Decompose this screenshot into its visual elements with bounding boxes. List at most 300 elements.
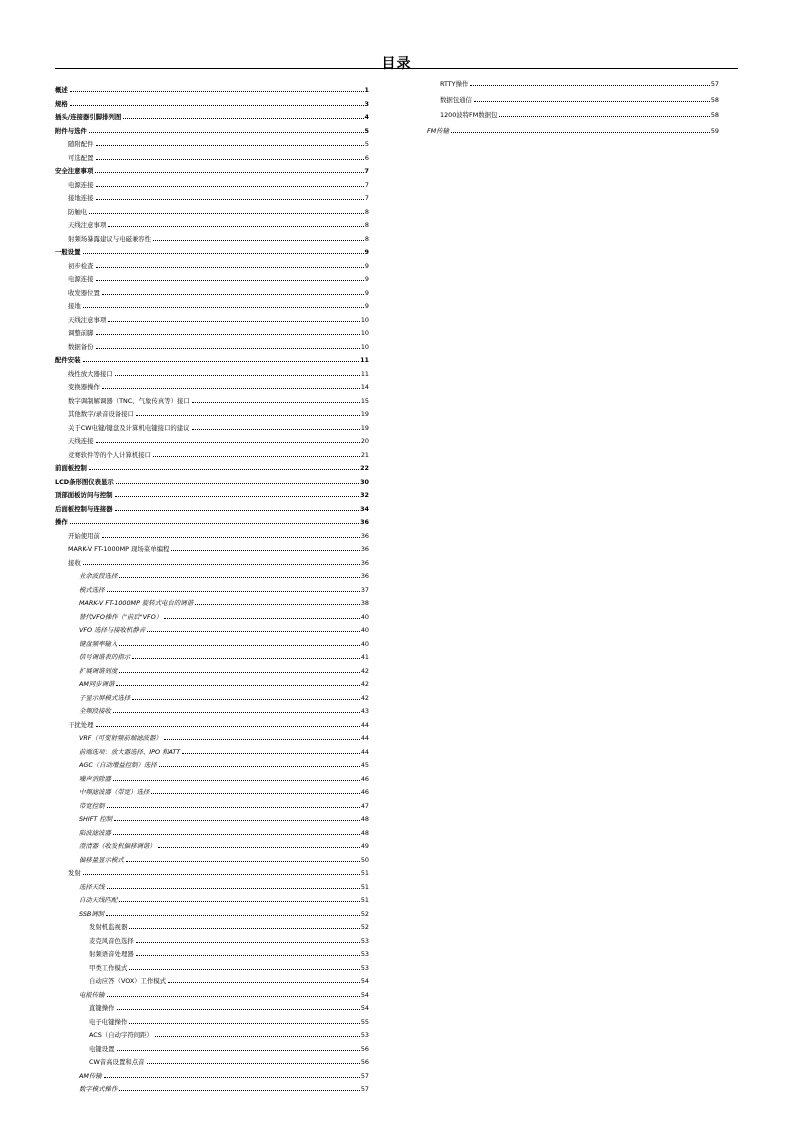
toc-dot-leader bbox=[147, 631, 360, 632]
toc-page-number: 10 bbox=[360, 329, 369, 338]
toc-entry-title: 随附配件 bbox=[68, 140, 94, 149]
toc-dot-leader bbox=[195, 604, 360, 605]
toc-entry[interactable] bbox=[55, 458, 369, 472]
toc-entry[interactable] bbox=[55, 242, 369, 256]
toc-dot-leader bbox=[119, 645, 360, 646]
toc-entry[interactable] bbox=[55, 472, 369, 486]
toc-entry-title: 接收 bbox=[68, 558, 81, 567]
toc-entry-title: 后面板控制与连接器 bbox=[55, 504, 113, 513]
toc-page-number: 1 bbox=[364, 86, 369, 95]
toc-entry[interactable] bbox=[55, 323, 369, 337]
toc-page-number: 53 bbox=[360, 936, 369, 945]
toc-entry[interactable] bbox=[55, 377, 369, 391]
toc-entry-title: 替代VFO操作（"前后"VFO） bbox=[79, 612, 163, 621]
toc-entry[interactable] bbox=[55, 958, 369, 972]
toc-entry[interactable] bbox=[55, 229, 369, 243]
toc-entry[interactable] bbox=[55, 202, 369, 216]
toc-page-number: 20 bbox=[360, 437, 369, 446]
toc-dot-leader bbox=[96, 199, 364, 200]
toc-entry[interactable] bbox=[55, 728, 369, 742]
toc-dot-leader bbox=[164, 618, 360, 619]
toc-entry[interactable] bbox=[55, 1052, 369, 1066]
toc-dot-leader bbox=[451, 132, 710, 133]
toc-entry-title: MARK-V FT-1000MP 旋转式电台的调谐 bbox=[79, 599, 194, 608]
toc-entry-title: 电子电键操作 bbox=[89, 1017, 128, 1026]
toc-dot-leader bbox=[107, 591, 360, 592]
toc-entry[interactable] bbox=[55, 566, 369, 580]
toc-entry-title: RTTY操作 bbox=[440, 80, 469, 89]
toc-entry[interactable] bbox=[55, 931, 369, 945]
toc-entry[interactable] bbox=[55, 1079, 369, 1093]
toc-entry[interactable] bbox=[55, 148, 369, 162]
toc-entry[interactable] bbox=[55, 715, 369, 729]
toc-dot-leader bbox=[70, 523, 359, 524]
toc-entry[interactable] bbox=[55, 580, 369, 594]
toc-entry-title: 数据包通信 bbox=[440, 95, 472, 104]
toc-page-number: 42 bbox=[360, 680, 369, 689]
toc-dot-leader bbox=[168, 982, 360, 983]
toc-page-number: 57 bbox=[710, 80, 719, 89]
toc-dot-leader bbox=[192, 429, 360, 430]
toc-page-number: 8 bbox=[364, 234, 369, 243]
toc-entry-title: 陷波滤波器 bbox=[79, 828, 111, 837]
toc-entry[interactable] bbox=[55, 971, 369, 985]
toc-entry-title: 干扰处理 bbox=[68, 720, 94, 729]
toc-entry[interactable] bbox=[55, 161, 369, 175]
toc-entry-title: 麦克风音色选择 bbox=[89, 936, 134, 945]
toc-entry-title: 扩展调谐刻度 bbox=[79, 666, 118, 675]
toc-dot-leader bbox=[89, 469, 359, 470]
toc-page-number: 37 bbox=[360, 585, 369, 594]
toc-entry[interactable] bbox=[55, 310, 369, 324]
toc-dot-leader bbox=[107, 888, 360, 889]
toc-entry[interactable] bbox=[55, 134, 369, 148]
toc-dot-leader bbox=[107, 996, 360, 997]
toc-page-number: 56 bbox=[360, 1044, 369, 1053]
toc-entry[interactable] bbox=[55, 350, 369, 364]
toc-entry[interactable] bbox=[55, 863, 369, 877]
toc-page-number: 36 bbox=[360, 531, 369, 540]
toc-page-number: 34 bbox=[360, 504, 369, 513]
toc-dot-leader bbox=[153, 240, 364, 241]
toc-dot-leader bbox=[115, 375, 360, 376]
toc-entry[interactable] bbox=[55, 985, 369, 999]
toc-page-number: 46 bbox=[360, 788, 369, 797]
toc-entry-title: 线性放大器接口 bbox=[68, 369, 113, 378]
toc-entry-title: LCD条形图仪表显示 bbox=[55, 477, 114, 486]
toc-entry-title: SHIFT 控制 bbox=[79, 815, 113, 824]
toc-dot-leader bbox=[119, 901, 360, 902]
toc-entry[interactable] bbox=[55, 890, 369, 904]
toc-dot-leader bbox=[116, 483, 359, 484]
toc-dot-leader bbox=[96, 280, 364, 281]
toc-page-number: 8 bbox=[364, 207, 369, 216]
toc-dot-leader bbox=[129, 928, 360, 929]
toc-page-number: 4 bbox=[364, 113, 369, 122]
toc-entry-title: CW音高设置和点音 bbox=[89, 1058, 145, 1067]
toc-page-number: 53 bbox=[360, 1031, 369, 1040]
toc-entry[interactable] bbox=[55, 553, 369, 567]
toc-entry-title: 前面板控制 bbox=[55, 464, 87, 473]
toc-entry-title: 数字调制解调器（TNC、气象传真等）接口 bbox=[68, 396, 190, 405]
toc-dot-leader bbox=[117, 1050, 360, 1051]
toc-page-number: 21 bbox=[360, 450, 369, 459]
toc-entry[interactable] bbox=[55, 215, 369, 229]
toc-page-number: 57 bbox=[360, 1085, 369, 1094]
toc-entry[interactable] bbox=[55, 1025, 369, 1039]
toc-entry-title: 电源连接 bbox=[68, 275, 94, 284]
toc-page-number: 51 bbox=[360, 896, 369, 905]
toc-page-number: 54 bbox=[360, 990, 369, 999]
toc-entry-title: MARK-V FT-1000MP 现场菜单编程 bbox=[68, 545, 170, 554]
toc-dot-leader bbox=[106, 915, 360, 916]
toc-page-number: 42 bbox=[360, 693, 369, 702]
toc-page-number: 58 bbox=[710, 95, 719, 104]
toc-entry[interactable] bbox=[55, 782, 369, 796]
toc-entry[interactable] bbox=[55, 526, 369, 540]
toc-page-number: 43 bbox=[360, 707, 369, 716]
toc-right-column bbox=[427, 72, 719, 134]
toc-entry-title: 直键操作 bbox=[89, 1004, 115, 1013]
toc-dot-leader bbox=[155, 1036, 360, 1037]
toc-entry-title: 带宽控制 bbox=[79, 801, 105, 810]
toc-page-number: 11 bbox=[360, 356, 369, 365]
toc-page-number: 42 bbox=[360, 666, 369, 675]
toc-page-number: 46 bbox=[360, 774, 369, 783]
toc-entry-title: 顶部面板访问与控制 bbox=[55, 491, 113, 500]
toc-entry[interactable] bbox=[55, 742, 369, 756]
toc-entry-title: 竞赛软件等的个人计算机接口 bbox=[68, 450, 152, 459]
toc-entry[interactable] bbox=[55, 917, 369, 931]
toc-dot-leader bbox=[113, 712, 360, 713]
toc-entry-title: 数字模式操作 bbox=[79, 1085, 118, 1094]
toc-page-number: 15 bbox=[360, 396, 369, 405]
toc-entry[interactable] bbox=[55, 107, 369, 121]
page-title: 目录 bbox=[381, 56, 412, 72]
toc-dot-leader bbox=[96, 334, 360, 335]
toc-entry[interactable] bbox=[55, 1012, 369, 1026]
toc-entry-title: 信号调谐表的指示 bbox=[79, 653, 131, 662]
toc-dot-leader bbox=[470, 85, 710, 86]
toc-dot-leader bbox=[117, 1009, 360, 1010]
toc-dot-leader bbox=[102, 388, 360, 389]
toc-dot-leader bbox=[129, 969, 360, 970]
toc-dot-leader bbox=[96, 159, 364, 160]
toc-entry[interactable] bbox=[427, 72, 719, 88]
toc-page-number: 57 bbox=[360, 1071, 369, 1080]
toc-entry[interactable] bbox=[55, 94, 369, 108]
toc-entry[interactable] bbox=[55, 701, 369, 715]
toc-entry[interactable] bbox=[55, 283, 369, 297]
toc-dot-leader bbox=[113, 780, 360, 781]
toc-page-number: 5 bbox=[364, 140, 369, 149]
toc-entry[interactable] bbox=[55, 593, 369, 607]
toc-entry-title: 模式选择 bbox=[79, 585, 105, 594]
toc-page-number: 36 bbox=[360, 558, 369, 567]
toc-dot-leader bbox=[115, 510, 360, 511]
toc-dot-leader bbox=[96, 348, 360, 349]
toc-page-number: 51 bbox=[360, 869, 369, 878]
toc-page-number: 52 bbox=[360, 909, 369, 918]
toc-entry-title: 配件安装 bbox=[55, 356, 81, 365]
toc-entry[interactable] bbox=[55, 485, 369, 499]
toc-dot-leader bbox=[136, 955, 360, 956]
toc-page-number: 41 bbox=[360, 653, 369, 662]
toc-entry[interactable] bbox=[55, 850, 369, 864]
toc-entry[interactable] bbox=[55, 661, 369, 675]
toc-entry-title: 操作 bbox=[55, 518, 68, 527]
toc-dot-leader bbox=[83, 564, 360, 565]
toc-entry[interactable] bbox=[55, 755, 369, 769]
toc-dot-leader bbox=[108, 321, 360, 322]
toc-entry-title: 前端选项：放大器选择、IPO 和ATT bbox=[79, 747, 181, 756]
toc-entry[interactable] bbox=[55, 607, 369, 621]
toc-dot-leader bbox=[96, 442, 360, 443]
toc-page-number: 8 bbox=[364, 221, 369, 230]
toc-dot-leader bbox=[96, 145, 364, 146]
toc-entry-title: 附件与选件 bbox=[55, 126, 87, 135]
toc-dot-leader bbox=[474, 101, 710, 102]
toc-page-number: 6 bbox=[364, 153, 369, 162]
toc-page-number: 9 bbox=[364, 261, 369, 270]
toc-entry[interactable] bbox=[55, 647, 369, 661]
toc-dot-leader bbox=[113, 834, 360, 835]
toc-page-number: 9 bbox=[364, 302, 369, 311]
toc-page-number: 19 bbox=[360, 423, 369, 432]
toc-dot-leader bbox=[107, 807, 360, 808]
toc-entry-title: 射频场暴露建议与电磁兼容性 bbox=[68, 234, 152, 243]
toc-page-number: 10 bbox=[360, 342, 369, 351]
toc-entry[interactable] bbox=[55, 796, 369, 810]
toc-page-number: 3 bbox=[364, 99, 369, 108]
toc-entry-title: 接地连接 bbox=[68, 194, 94, 203]
toc-entry[interactable] bbox=[55, 175, 369, 189]
toc-page-number: 5 bbox=[364, 126, 369, 135]
toc-page-number: 44 bbox=[360, 734, 369, 743]
toc-page-number: 52 bbox=[360, 923, 369, 932]
toc-page-number: 48 bbox=[360, 815, 369, 824]
toc-entry-title: 业余波段选择 bbox=[79, 572, 118, 581]
toc-entry[interactable] bbox=[55, 188, 369, 202]
toc-dot-leader bbox=[83, 874, 360, 875]
toc-page-number: 53 bbox=[360, 963, 369, 972]
toc-entry[interactable] bbox=[55, 256, 369, 270]
toc-entry[interactable] bbox=[55, 688, 369, 702]
toc-entry-title: 噪声消除器 bbox=[79, 774, 111, 783]
toc-entry-title: SSB调制 bbox=[79, 909, 105, 918]
toc-entry-title: AM同步调谐 bbox=[79, 680, 115, 689]
toc-entry-title: 全频段接收 bbox=[79, 707, 111, 716]
toc-entry-title: 收发器位置 bbox=[68, 288, 100, 297]
toc-page-number: 56 bbox=[360, 1058, 369, 1067]
toc-dot-leader bbox=[151, 793, 360, 794]
toc-page-number: 51 bbox=[360, 882, 369, 891]
toc-dot-leader bbox=[158, 847, 360, 848]
toc-entry[interactable] bbox=[55, 539, 369, 553]
toc-dot-leader bbox=[147, 1063, 360, 1064]
toc-dot-leader bbox=[153, 456, 360, 457]
toc-entry-title: 关于CW电键/键盘及计算机电键接口的建议 bbox=[68, 423, 190, 432]
toc-entry[interactable] bbox=[55, 1039, 369, 1053]
toc-entry[interactable] bbox=[55, 512, 369, 526]
toc-dot-leader bbox=[129, 1023, 360, 1024]
toc-entry-title: 防触电 bbox=[68, 207, 88, 216]
toc-page-number: 50 bbox=[360, 855, 369, 864]
toc-entry[interactable] bbox=[55, 634, 369, 648]
toc-page-number: 38 bbox=[360, 599, 369, 608]
toc-entry-title: 发射机监视器 bbox=[89, 923, 128, 932]
toc-entry-title: 自动应答（VOX）工作模式 bbox=[89, 977, 167, 986]
toc-dot-leader bbox=[159, 766, 360, 767]
toc-entry[interactable] bbox=[427, 88, 719, 104]
toc-entry-title: 初步检查 bbox=[68, 261, 94, 270]
toc-entry[interactable] bbox=[55, 404, 369, 418]
toc-entry[interactable] bbox=[55, 121, 369, 135]
toc-entry-title: 调整前脚 bbox=[68, 329, 94, 338]
toc-entry-title: 接地 bbox=[68, 302, 81, 311]
toc-dot-leader bbox=[132, 699, 360, 700]
toc-entry[interactable] bbox=[55, 337, 369, 351]
toc-entry-title: 安全注意事项 bbox=[55, 167, 94, 176]
toc-left-column bbox=[55, 80, 369, 1093]
toc-entry[interactable] bbox=[55, 944, 369, 958]
toc-entry-title: 变换器操作 bbox=[68, 383, 100, 392]
toc-dot-leader bbox=[132, 658, 360, 659]
toc-dot-leader bbox=[171, 550, 359, 551]
toc-entry[interactable] bbox=[55, 836, 369, 850]
toc-page-number: 14 bbox=[360, 383, 369, 392]
toc-entry-title: 电报传输 bbox=[79, 990, 105, 999]
toc-dot-leader bbox=[96, 726, 360, 727]
toc-entry[interactable] bbox=[55, 769, 369, 783]
toc-page-number: 9 bbox=[364, 275, 369, 284]
toc-dot-leader bbox=[108, 226, 364, 227]
toc-page-number: 30 bbox=[360, 477, 369, 486]
toc-entry-title: 天线注意事项 bbox=[68, 315, 107, 324]
toc-entry[interactable] bbox=[427, 119, 719, 135]
toc-entry[interactable] bbox=[55, 431, 369, 445]
toc-dot-leader bbox=[119, 1090, 360, 1091]
toc-page-number: 7 bbox=[364, 180, 369, 189]
toc-entry[interactable] bbox=[55, 877, 369, 891]
toc-entry-title: 1200波特FM数据包 bbox=[440, 111, 498, 120]
toc-page-number: 11 bbox=[360, 369, 369, 378]
toc-entry[interactable] bbox=[55, 391, 369, 405]
toc-dot-leader bbox=[182, 753, 360, 754]
toc-page-number: 9 bbox=[364, 288, 369, 297]
toc-dot-leader bbox=[96, 186, 364, 187]
toc-page-number: 48 bbox=[360, 828, 369, 837]
toc-dot-leader bbox=[89, 132, 364, 133]
toc-entry-title: 规格 bbox=[55, 99, 68, 108]
toc-dot-leader bbox=[89, 213, 364, 214]
toc-entry-title: 天线连接 bbox=[68, 437, 94, 446]
toc-entry[interactable] bbox=[55, 809, 369, 823]
toc-dot-leader bbox=[102, 537, 360, 538]
toc-entry[interactable] bbox=[427, 103, 719, 119]
toc-dot-leader bbox=[192, 402, 360, 403]
toc-page-number: 45 bbox=[360, 761, 369, 770]
toc-page-number: 59 bbox=[710, 126, 719, 135]
toc-entry[interactable] bbox=[55, 998, 369, 1012]
toc-page-number: 47 bbox=[360, 801, 369, 810]
toc-page-number: 9 bbox=[364, 248, 369, 257]
toc-page-number: 49 bbox=[360, 842, 369, 851]
toc-page-number: 10 bbox=[360, 315, 369, 324]
toc-entry-title: 可选配置 bbox=[68, 153, 94, 162]
toc-dot-leader bbox=[83, 361, 360, 362]
toc-dot-leader bbox=[70, 105, 364, 106]
toc-page-number: 7 bbox=[364, 194, 369, 203]
toc-page-number: 44 bbox=[360, 720, 369, 729]
toc-entry[interactable] bbox=[55, 499, 369, 513]
toc-entry[interactable] bbox=[55, 620, 369, 634]
toc-entry-title: 射频语音处理器 bbox=[89, 950, 134, 959]
toc-page-number: 36 bbox=[360, 518, 369, 527]
toc-dot-leader bbox=[136, 415, 360, 416]
toc-entry[interactable] bbox=[55, 445, 369, 459]
toc-dot-leader bbox=[119, 577, 360, 578]
toc-dot-leader bbox=[83, 307, 364, 308]
toc-dot-leader bbox=[116, 685, 359, 686]
toc-entry[interactable] bbox=[55, 364, 369, 378]
toc-entry-title: 自动天线匹配 bbox=[79, 896, 118, 905]
toc-entry[interactable] bbox=[55, 1066, 369, 1080]
toc-dot-leader bbox=[102, 294, 364, 295]
toc-entry[interactable] bbox=[55, 904, 369, 918]
toc-entry-title: VFO 选择与接收机静音 bbox=[79, 626, 146, 635]
toc-entry-title: 甲类工作模式 bbox=[89, 963, 128, 972]
toc-page-number: 22 bbox=[360, 464, 369, 473]
toc-dot-leader bbox=[114, 820, 360, 821]
toc-dot-leader bbox=[104, 1077, 360, 1078]
toc-entry-title: 概述 bbox=[55, 86, 68, 95]
toc-entry-title: 天线注意事项 bbox=[68, 221, 107, 230]
toc-page-number: 19 bbox=[360, 410, 369, 419]
toc-entry-title: 澄清器（收发机偏移调谐） bbox=[79, 842, 156, 851]
toc-page-number: 55 bbox=[360, 1017, 369, 1026]
toc-entry-title: 键盘频率输入 bbox=[79, 639, 118, 648]
toc-dot-leader bbox=[96, 267, 364, 268]
toc-page-number: 40 bbox=[360, 626, 369, 635]
toc-entry[interactable] bbox=[55, 80, 369, 94]
toc-entry-title: ACS（自动字符间距） bbox=[89, 1031, 153, 1040]
toc-entry[interactable] bbox=[55, 674, 369, 688]
toc-entry[interactable] bbox=[55, 418, 369, 432]
toc-dot-leader bbox=[499, 116, 709, 117]
toc-entry[interactable] bbox=[55, 823, 369, 837]
toc-entry-title: VRF（可变射频前端滤波器） bbox=[79, 734, 162, 743]
toc-dot-leader bbox=[119, 672, 360, 673]
toc-entry-title: AM传输 bbox=[79, 1071, 102, 1080]
toc-entry-title: 数据备份 bbox=[68, 342, 94, 351]
toc-page-number: 54 bbox=[360, 977, 369, 986]
toc-entry[interactable] bbox=[55, 296, 369, 310]
toc-entry-title: 发射 bbox=[68, 869, 81, 878]
toc-entry-title: 插头/连接器引脚排列图 bbox=[55, 113, 122, 122]
toc-entry-title: 子显示屏模式选择 bbox=[79, 693, 131, 702]
toc-page-number: 36 bbox=[360, 545, 369, 554]
toc-dot-leader bbox=[123, 118, 363, 119]
toc-entry[interactable] bbox=[55, 269, 369, 283]
toc-dot-leader bbox=[126, 861, 360, 862]
toc-page-number: 53 bbox=[360, 950, 369, 959]
toc-page-number: 40 bbox=[360, 612, 369, 621]
toc-dot-leader bbox=[83, 253, 364, 254]
toc-entry-title: 偏移量显示模式 bbox=[79, 855, 124, 864]
toc-page-number: 36 bbox=[360, 572, 369, 581]
toc-dot-leader bbox=[70, 91, 364, 92]
